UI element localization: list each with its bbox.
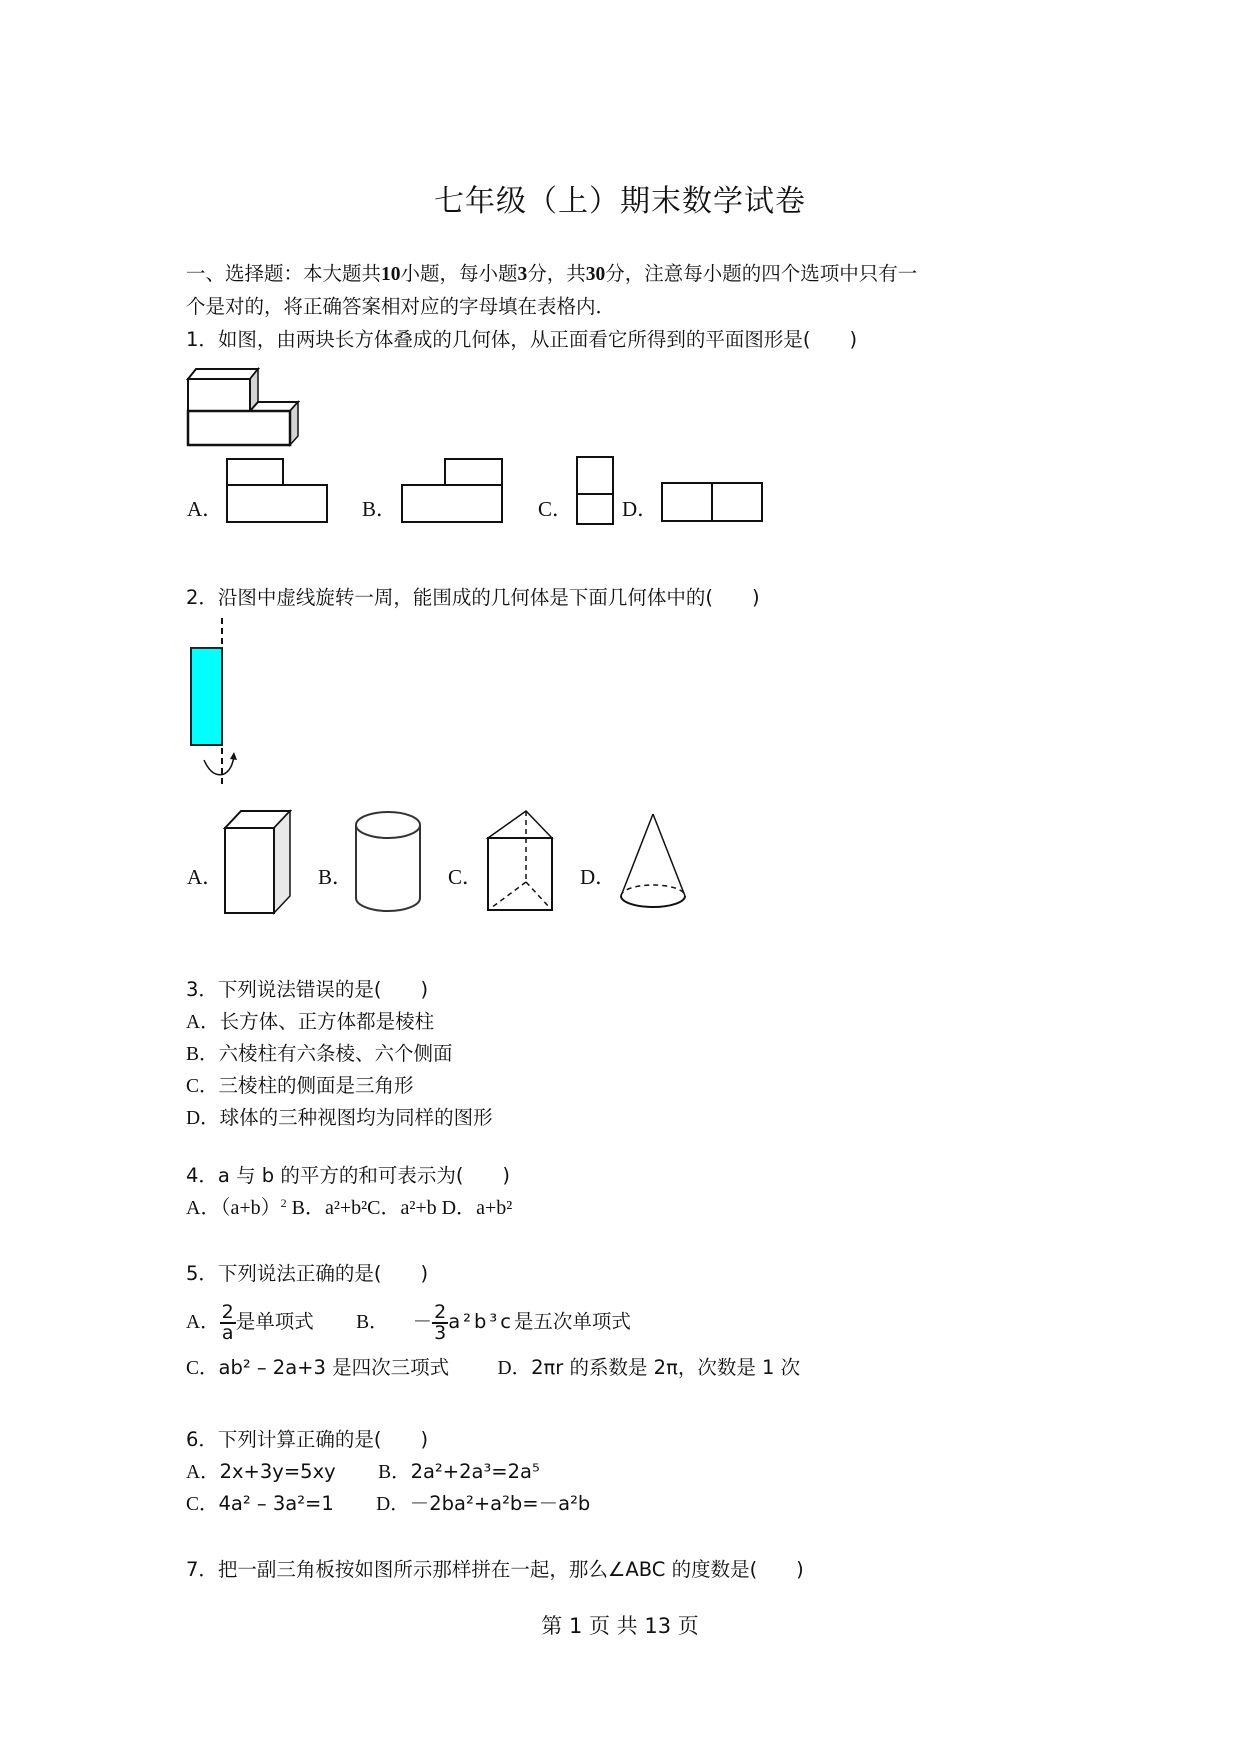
heading-text: 分，注意每小题的四个选项中只有一 [605,262,918,285]
question-3-stem: 3．下列说法错误的是( ) [186,978,429,1001]
q5-option-d[interactable] [498,1356,801,1379]
q1-option-b-label[interactable]: B． [362,497,398,521]
q2-option-c-label[interactable]: C． [448,865,484,889]
option-label: A． [186,1312,220,1333]
option-text: a+b² [476,1197,513,1219]
minus-sign: － [412,1310,433,1333]
q6-options-row-2 [186,1492,590,1517]
option-text: 2a²+2a³=2a⁵ [410,1460,540,1483]
q2-option-b-label[interactable]: B． [318,865,354,889]
option-label: B． [356,1312,389,1333]
fraction [432,1300,448,1344]
q6-option-b[interactable] [378,1460,540,1483]
q4-option-d[interactable] [442,1197,513,1219]
q3-option-a[interactable] [186,1010,434,1035]
q2-option-c-triangular-prism[interactable] [487,810,557,915]
heading-text: 小题，每小题 [400,262,518,285]
option-label: C． [367,1197,401,1219]
fraction [220,1300,236,1344]
q4-option-b[interactable] [292,1197,368,1219]
question-4-stem: 4．a 与 b 的平方的和可表示为( ) [186,1164,511,1187]
option-label: C． [186,1494,219,1515]
section-heading [186,262,917,287]
q2-option-b-cylinder[interactable] [354,810,424,915]
section-heading-line2: 个是对的，将正确答案相对应的字母填在表格内． [186,295,616,318]
q2-option-d-cone[interactable] [618,812,690,917]
numerator: 2 [434,1300,447,1323]
question-count: 10 [381,264,401,285]
numerator: 2 [221,1300,234,1323]
option-text: 是单项式 [235,1310,314,1333]
option-label: A． [186,1012,220,1033]
option-text: a²+b [400,1197,437,1219]
q1-option-a-label[interactable]: A． [187,497,224,521]
q3-option-d[interactable] [186,1106,493,1131]
monomial-expression: a²b³c [448,1310,514,1333]
option-label: B． [291,1197,325,1219]
question-5-stem: 5．下列说法正确的是( ) [186,1262,429,1285]
option-text: ab² – 2a+3 是四次三项式 [218,1356,450,1379]
q6-options-row-1 [186,1460,540,1485]
q1-option-c-figure[interactable] [576,456,616,526]
denominator: a [221,1321,234,1344]
option-text: －2ba²+a²b=－a²b [409,1492,591,1515]
q1-cuboids-figure [188,364,303,449]
question-2-stem: 2．沿图中虚线旋转一周，能围成的几何体是下面几何体中的( ) [186,586,760,609]
total-points: 30 [585,264,606,285]
question-1-stem: 1．如图，由两块长方体叠成的几何体，从正面看它所得到的平面图形是( ) [186,328,858,351]
q5-option-a[interactable] [186,1300,314,1344]
q2-option-a-label[interactable]: A． [187,865,224,889]
option-label: D． [441,1197,477,1219]
q4-options-row [186,1196,512,1220]
q5-options-row-1 [186,1300,631,1345]
option-label: D． [497,1358,532,1379]
question-6-stem: 6．下列计算正确的是( ) [186,1428,429,1451]
option-text: （a+b） [220,1197,281,1219]
q4-option-a[interactable] [186,1197,287,1219]
option-label: B． [186,1044,219,1065]
q2-option-d-label[interactable]: D． [580,865,617,889]
option-text: a²+b² [324,1197,368,1219]
option-label: B． [378,1462,411,1483]
option-label: C． [186,1076,219,1097]
page-footer: 第 1 页 共 13 页 [541,1614,699,1638]
q5-options-row-2 [186,1356,800,1381]
q1-option-d-label[interactable]: D． [622,497,659,521]
points-each: 3 [517,264,528,285]
option-label: A． [186,1197,221,1219]
q4-option-c[interactable] [367,1197,437,1219]
option-text: 三棱柱的侧面是三角形 [218,1074,414,1097]
option-text: 2x+3y=5xy [219,1460,336,1483]
option-text: 长方体、正方体都是棱柱 [219,1010,435,1033]
q5-option-c[interactable] [186,1356,449,1379]
q5-option-b[interactable] [356,1300,631,1344]
q2-rotation-figure [188,618,248,788]
option-text: 是五次单项式 [513,1310,631,1333]
exponent: 2 [280,1196,287,1210]
question-7-stem: 7．把一副三角板按如图所示那样拼在一起，那么∠ABC 的度数是( ) [186,1558,804,1581]
q1-option-a-figure[interactable] [226,458,330,524]
q6-option-c[interactable] [186,1492,334,1515]
q2-option-a-prism[interactable] [224,810,294,915]
option-text: 4a² – 3a²=1 [218,1492,334,1515]
option-text: 六棱柱有六条棱、六个侧面 [218,1042,453,1065]
option-text: 2πr 的系数是 2π，次数是 1 次 [531,1356,801,1379]
q6-option-a[interactable] [186,1460,336,1483]
q1-option-b-figure[interactable] [401,458,505,524]
q1-option-c-label[interactable]: C． [538,497,574,521]
q3-option-b[interactable] [186,1042,453,1067]
q1-option-d-figure[interactable] [661,482,765,524]
q6-option-d[interactable] [376,1492,590,1515]
heading-text: 一、选择题：本大题共 [186,262,382,285]
option-label: D． [186,1108,220,1129]
q3-option-c[interactable] [186,1074,414,1099]
option-text: 球体的三种视图均为同样的图形 [219,1106,493,1129]
option-label: D． [376,1494,410,1515]
denominator: 3 [434,1321,447,1344]
option-label: C． [186,1358,219,1379]
option-label: A． [186,1462,220,1483]
heading-text: 分，共 [527,262,586,285]
page-title: 七年级（上）期末数学试卷 [434,184,806,219]
